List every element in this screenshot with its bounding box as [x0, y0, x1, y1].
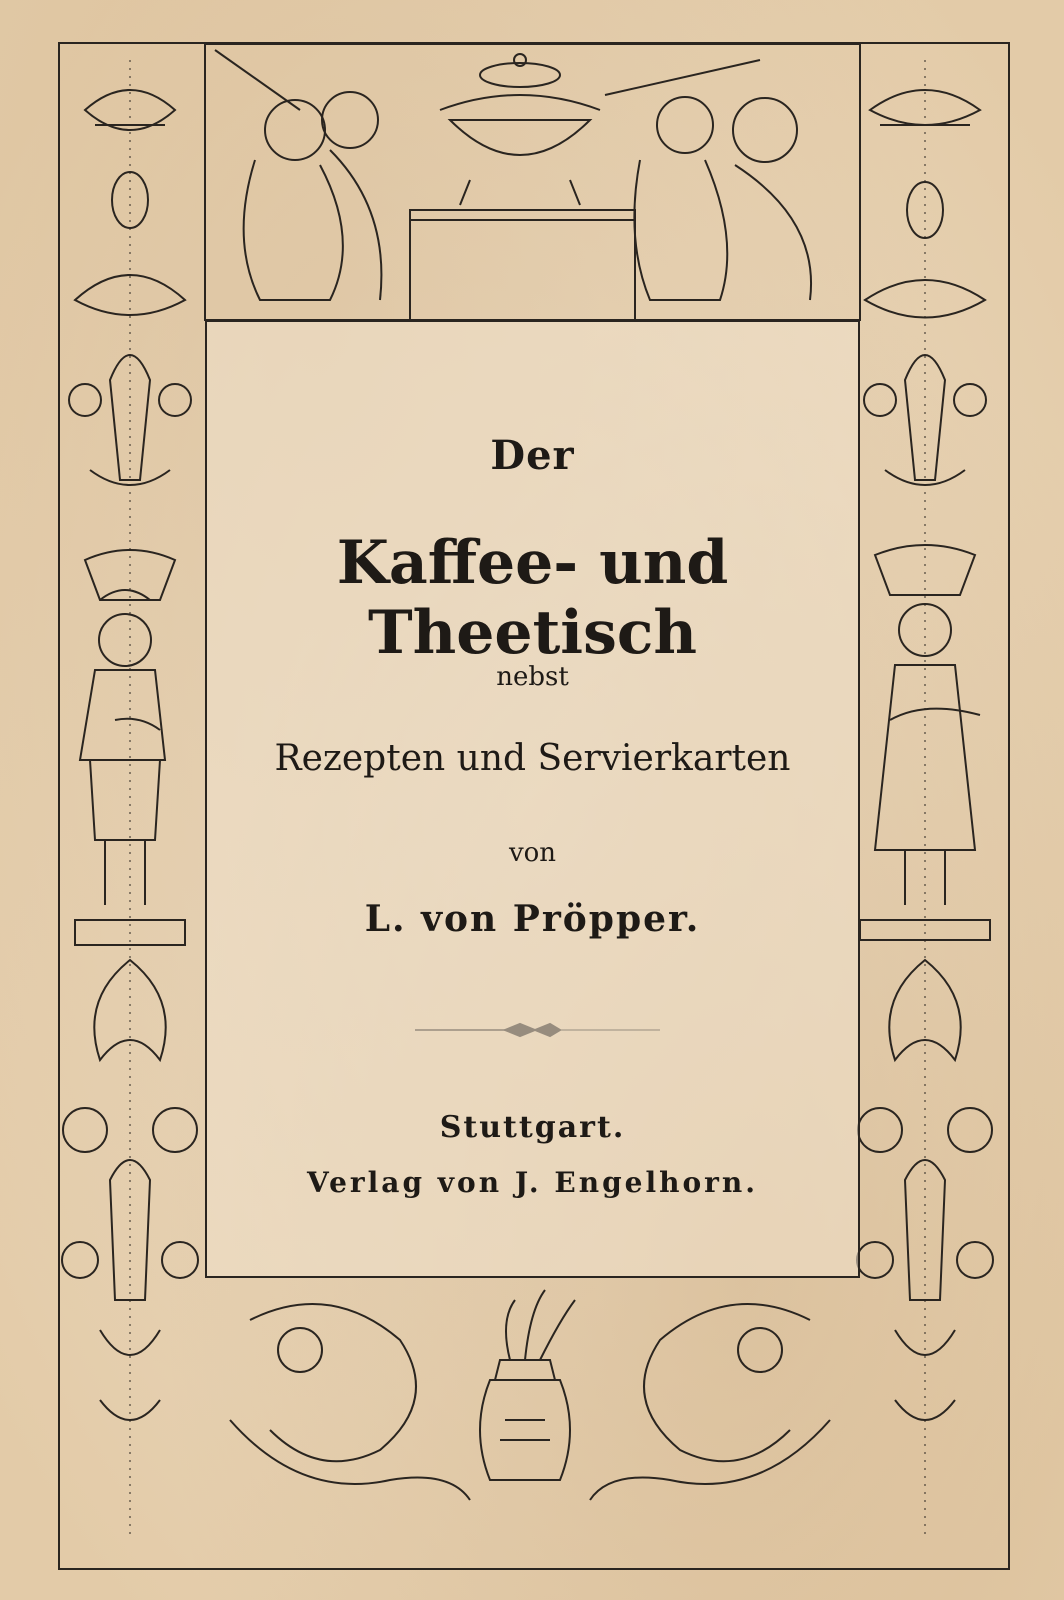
title-line-von: von: [508, 838, 557, 868]
title-line-der: Der: [490, 432, 575, 479]
subtitle: Rezepten und Servierkarten: [274, 738, 791, 779]
publisher-line: Verlag von J. Engelhorn.: [306, 1166, 759, 1199]
cherubs-left: [244, 92, 382, 300]
title-text-block: [205, 320, 860, 1278]
right-column-ornament: [857, 60, 993, 1540]
left-column-ornament: [62, 60, 198, 1540]
title-line-nebst: nebst: [496, 662, 569, 692]
main-title: Kaffee- und Theetisch: [336, 528, 729, 668]
author-name: L. von Pröpper.: [364, 898, 701, 940]
top-panel-frame: [205, 44, 860, 320]
publication-city: Stuttgart.: [439, 1110, 626, 1145]
cherubs-right: [634, 97, 811, 300]
bottom-vase-ornament: [230, 1290, 830, 1500]
